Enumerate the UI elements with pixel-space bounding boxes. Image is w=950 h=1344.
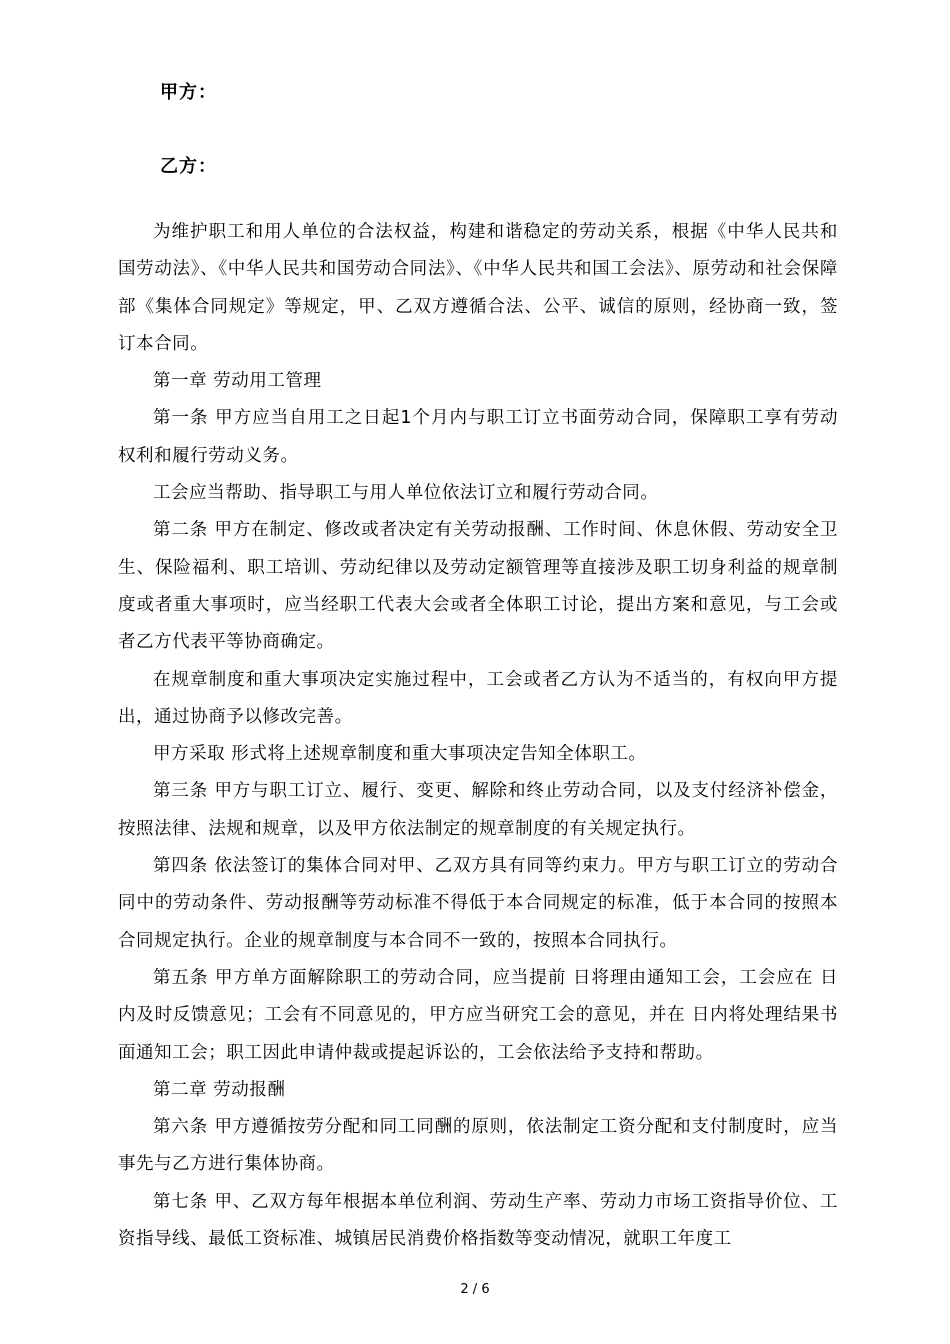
article-3: 第三条 甲方与职工订立、履行、变更、解除和终止劳动合同，以及支付经济补偿金，按照法律、法规和规章，以及甲方依法制定的规章制度的有关规定执行。: [118, 781, 838, 839]
article-6: 第六条 甲方遵循按劳分配和同工同酬的原则，依法制定工资分配和支付制度时，应当事先与乙方进行集体协商。: [118, 1117, 838, 1175]
chapter-2-heading: 第二章 劳动报酬: [153, 1079, 286, 1100]
article-1: 第一条 甲方应当自用工之日起1个月内与职工订立书面劳动合同，保障职工享有劳动权利和履行劳动义务。: [118, 408, 838, 466]
article-2-note-2: 甲方采取 形式将上述规章制度和重大事项决定告知全体职工。: [153, 744, 647, 765]
article-7: 第七条 甲、乙双方每年根据本单位利润、劳动生产率、劳动力市场工资指导价位、工资指导线、最低工资标准、城镇居民消费价格指数等变动情况，就职工年度工: [118, 1191, 838, 1250]
preamble-paragraph: 为维护职工和用人单位的合法权益，构建和谐稳定的劳动关系，根据《中华人民共和国劳动法》、《中华人民共和国劳动合同法》、《中华人民共和国工会法》、原劳动和社会保障部《集体合同规定》等规定，甲、乙双方遵循合法、公平、诚信的原则，经协商一致，签订本合同。: [118, 222, 838, 354]
article-1-note: 工会应当帮助、指导职工与用人单位依法订立和履行劳动合同。: [153, 483, 659, 504]
chapter-1-heading: 第一章 劳动用工管理: [153, 371, 322, 392]
party-b-label: 乙方：: [160, 156, 217, 177]
contract-body: [118, 214, 838, 1258]
article-2: 第二条 甲方在制定、修改或者决定有关劳动报酬、工作时间、休息休假、劳动安全卫生、保险福利、职工培训、劳动纪律以及劳动定额管理等直接涉及职工切身利益的规章制度或者重大事项时，应当经职工代表大会或者全体职工讨论，提出方案和意见，与工会或者乙方代表平等协商确定。: [118, 520, 838, 653]
article-2-note: 在规章制度和重大事项决定实施过程中，工会或者乙方认为不适当的，有权向甲方提出，通过协商予以修改完善。: [118, 669, 838, 727]
article-4: 第四条 依法签订的集体合同对甲、乙双方具有同等约束力。甲方与职工订立的劳动合同中的劳动条件、劳动报酬等劳动标准不得低于本合同规定的标准，低于本合同的按照本合同规定执行。企业的规章制度与本合同不一致的，按照本合同执行。: [118, 856, 838, 951]
page-number: 2 / 6: [460, 1282, 490, 1297]
article-5: 第五条 甲方单方面解除职工的劳动合同，应当提前 日将理由通知工会，工会应在 日内及时反馈意见；工会有不同意见的，甲方应当研究工会的意见，并在 日内将处理结果书面通知工会；职工因此申请仲裁或提起诉讼的，工会依法给予支持和帮助。: [118, 967, 838, 1063]
party-a-label: 甲方：: [160, 82, 217, 103]
